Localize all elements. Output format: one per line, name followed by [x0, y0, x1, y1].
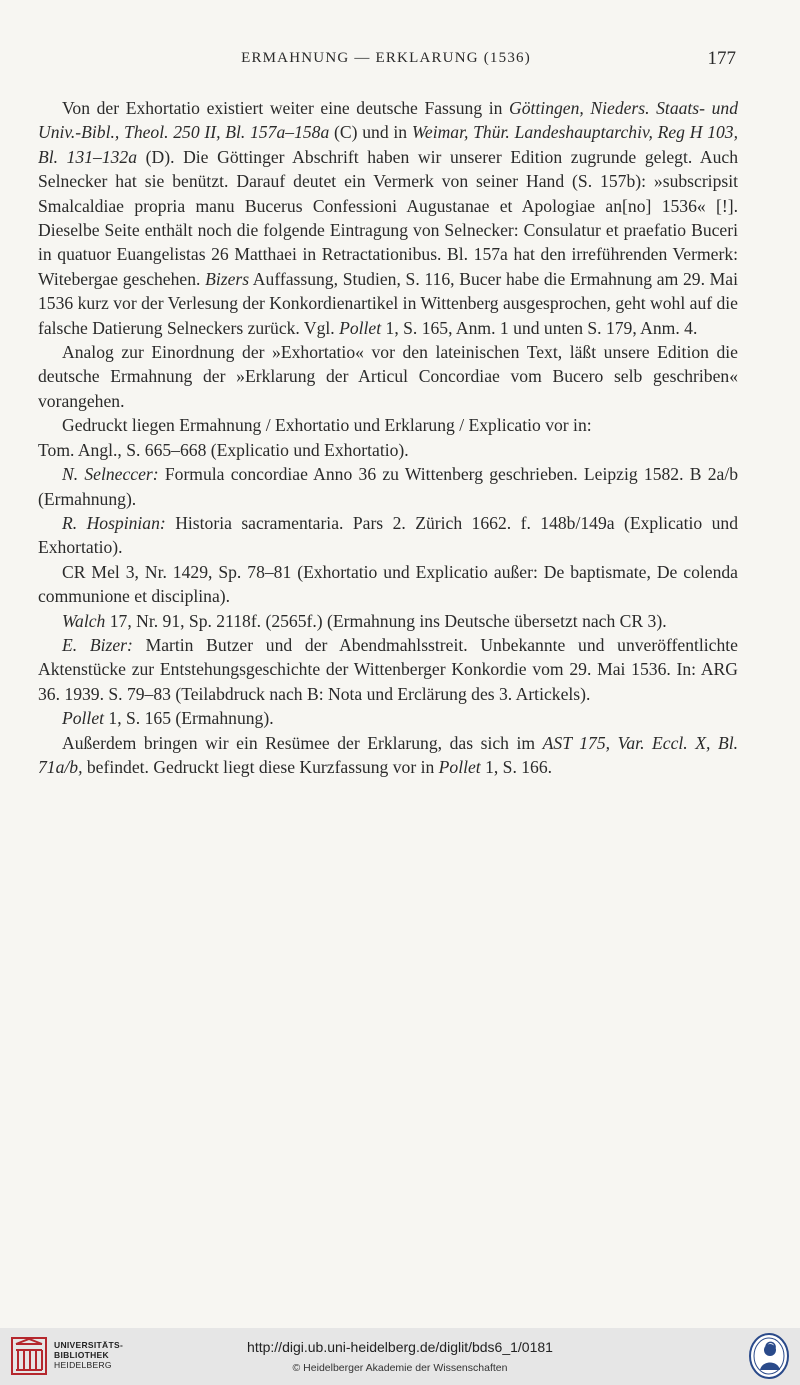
paragraph: Gedruckt liegen Ermahnung / Exhortatio und Erklarung / Explicatio vor in:: [62, 415, 592, 436]
italic-reference: Walch: [62, 610, 106, 631]
italic-reference: Pollet: [62, 708, 105, 729]
page-number: 177: [707, 48, 736, 69]
library-line3: HEIDELBERG: [54, 1360, 112, 1370]
italic-reference: Pollet: [438, 756, 481, 777]
italic-reference: R. Hospinian:: [62, 512, 166, 533]
italic-reference: N. Selneccer:: [62, 464, 159, 485]
copyright-text: © Heidelberger Akademie der Wissenschaften: [292, 1362, 508, 1374]
italic-reference: Göttingen, Nieders. Staats- und Univ.-Bibl., Theol. 250 II, Bl. 157a–158a: [38, 98, 738, 143]
paragraph: Analog zur Einordnung der »Exhortatio« vor den lateinischen Text, läßt unsere Edition die deutsche Ermahnung der »Erklarung der Articul Concordiae vom Bucero selb geschriben« vorangehen.: [38, 342, 738, 411]
running-head-title: ERMAHNUNG — ERKLARUNG (1536): [241, 50, 531, 66]
paragraph: E. Bizer: Martin Butzer und der Abendmahlsstreit. Unbekannte und unveröffentlichte Aktenstücke zur Entstehungsgeschichte der Wittenberger Konkordie vom 29. Mai 1536. In: ARG 36. 1939. S. 79–83 (Teilabdruck nach B: Nota und Erclärung des 3. Artickels).: [38, 634, 738, 704]
italic-reference: E. Bizer:: [62, 634, 133, 655]
library-line1: UNIVERSITÄTS-: [54, 1340, 124, 1350]
italic-reference: Bizers: [205, 268, 250, 289]
italic-reference: Pollet: [339, 317, 382, 338]
viewer-footer: [0, 1328, 800, 1385]
permalink-url[interactable]: http://digi.ub.uni-heidelberg.de/diglit/bds6_1/0181: [247, 1339, 553, 1355]
paragraph: Tom. Angl., S. 665–668 (Explicatio und Exhortatio).: [38, 439, 409, 460]
paragraph: Walch 17, Nr. 91, Sp. 2118f. (2565f.) (Ermahnung ins Deutsche übersetzt nach CR 3).: [62, 610, 667, 631]
academy-seal-icon[interactable]: [748, 1332, 790, 1380]
running-head: [36, 48, 736, 74]
paragraph: Außerdem bringen wir ein Resümee der Erklarung, das sich im AST 175, Var. Eccl. X, Bl. 71a/b, befindet. Gedruckt liegt diese Kurzfassung vor in Pollet 1, S. 166.: [38, 732, 738, 777]
body-text: [38, 96, 738, 779]
italic-reference: Weimar, Thür. Landeshauptarchiv, Reg H 103, Bl. 131–132a: [38, 122, 738, 167]
paragraph: CR Mel 3, Nr. 1429, Sp. 78–81 (Exhortatio und Explicatio außer: De baptismate, De colenda communione et disciplina).: [38, 561, 738, 607]
italic-reference: AST 175, Var. Eccl. X, Bl. 71a/b,: [38, 732, 738, 777]
paragraph: R. Hospinian: Historia sacramentaria. Pars 2. Zürich 1662. f. 148b/149a (Explicatio und Exhortatio).: [38, 512, 738, 558]
paragraph: Von der Exhortatio existiert weiter eine deutsche Fassung in Göttingen, Nieders. Staats- und Univ.-Bibl., Theol. 250 II, Bl. 157a–158a (C) und in Weimar, Thür. Landeshauptarchiv, Reg H 103, Bl. 131–132a (D). Die Göttinger Abschrift haben wir unserer Edition zugrunde gelegt. Auch Selnecker hat sie benützt. Darauf deutet ein Vermerk von seiner Hand (S. 157b): »subscripsit Smalcaldiae propria manu Bucerus Confessioni Augustanae et Apologiae an[no] 1536« [!]. Dieselbe Seite enthält noch die folgende Eintragung von Selnecker: Consulatur et praefatio Buceri in quatuor Euangelistas 26 Matthaei in Retractationibus. Bl. 157a hat den irreführenden Vermerk: Witebergae geschehen. Bizers Auffassung, Studien, S. 116, Bucer habe die Ermahnung am 29. Mai 1536 kurz vor der Verlesung der Konkordienartikel in Wittenberg ausgesprochen, geht wohl auf die falsche Datierung Selneckers zurück. Vgl. Pollet 1, S. 165, Anm. 1 und unten S. 179, Anm. 4.: [38, 98, 739, 338]
library-line2: BIBLIOTHEK: [54, 1350, 109, 1360]
paragraph: Pollet 1, S. 165 (Ermahnung).: [62, 708, 274, 729]
paragraph: N. Selneccer: Formula concordiae Anno 36 zu Wittenberg geschrieben. Leipzig 1582. B 2a/b (Ermahnung).: [38, 464, 739, 509]
